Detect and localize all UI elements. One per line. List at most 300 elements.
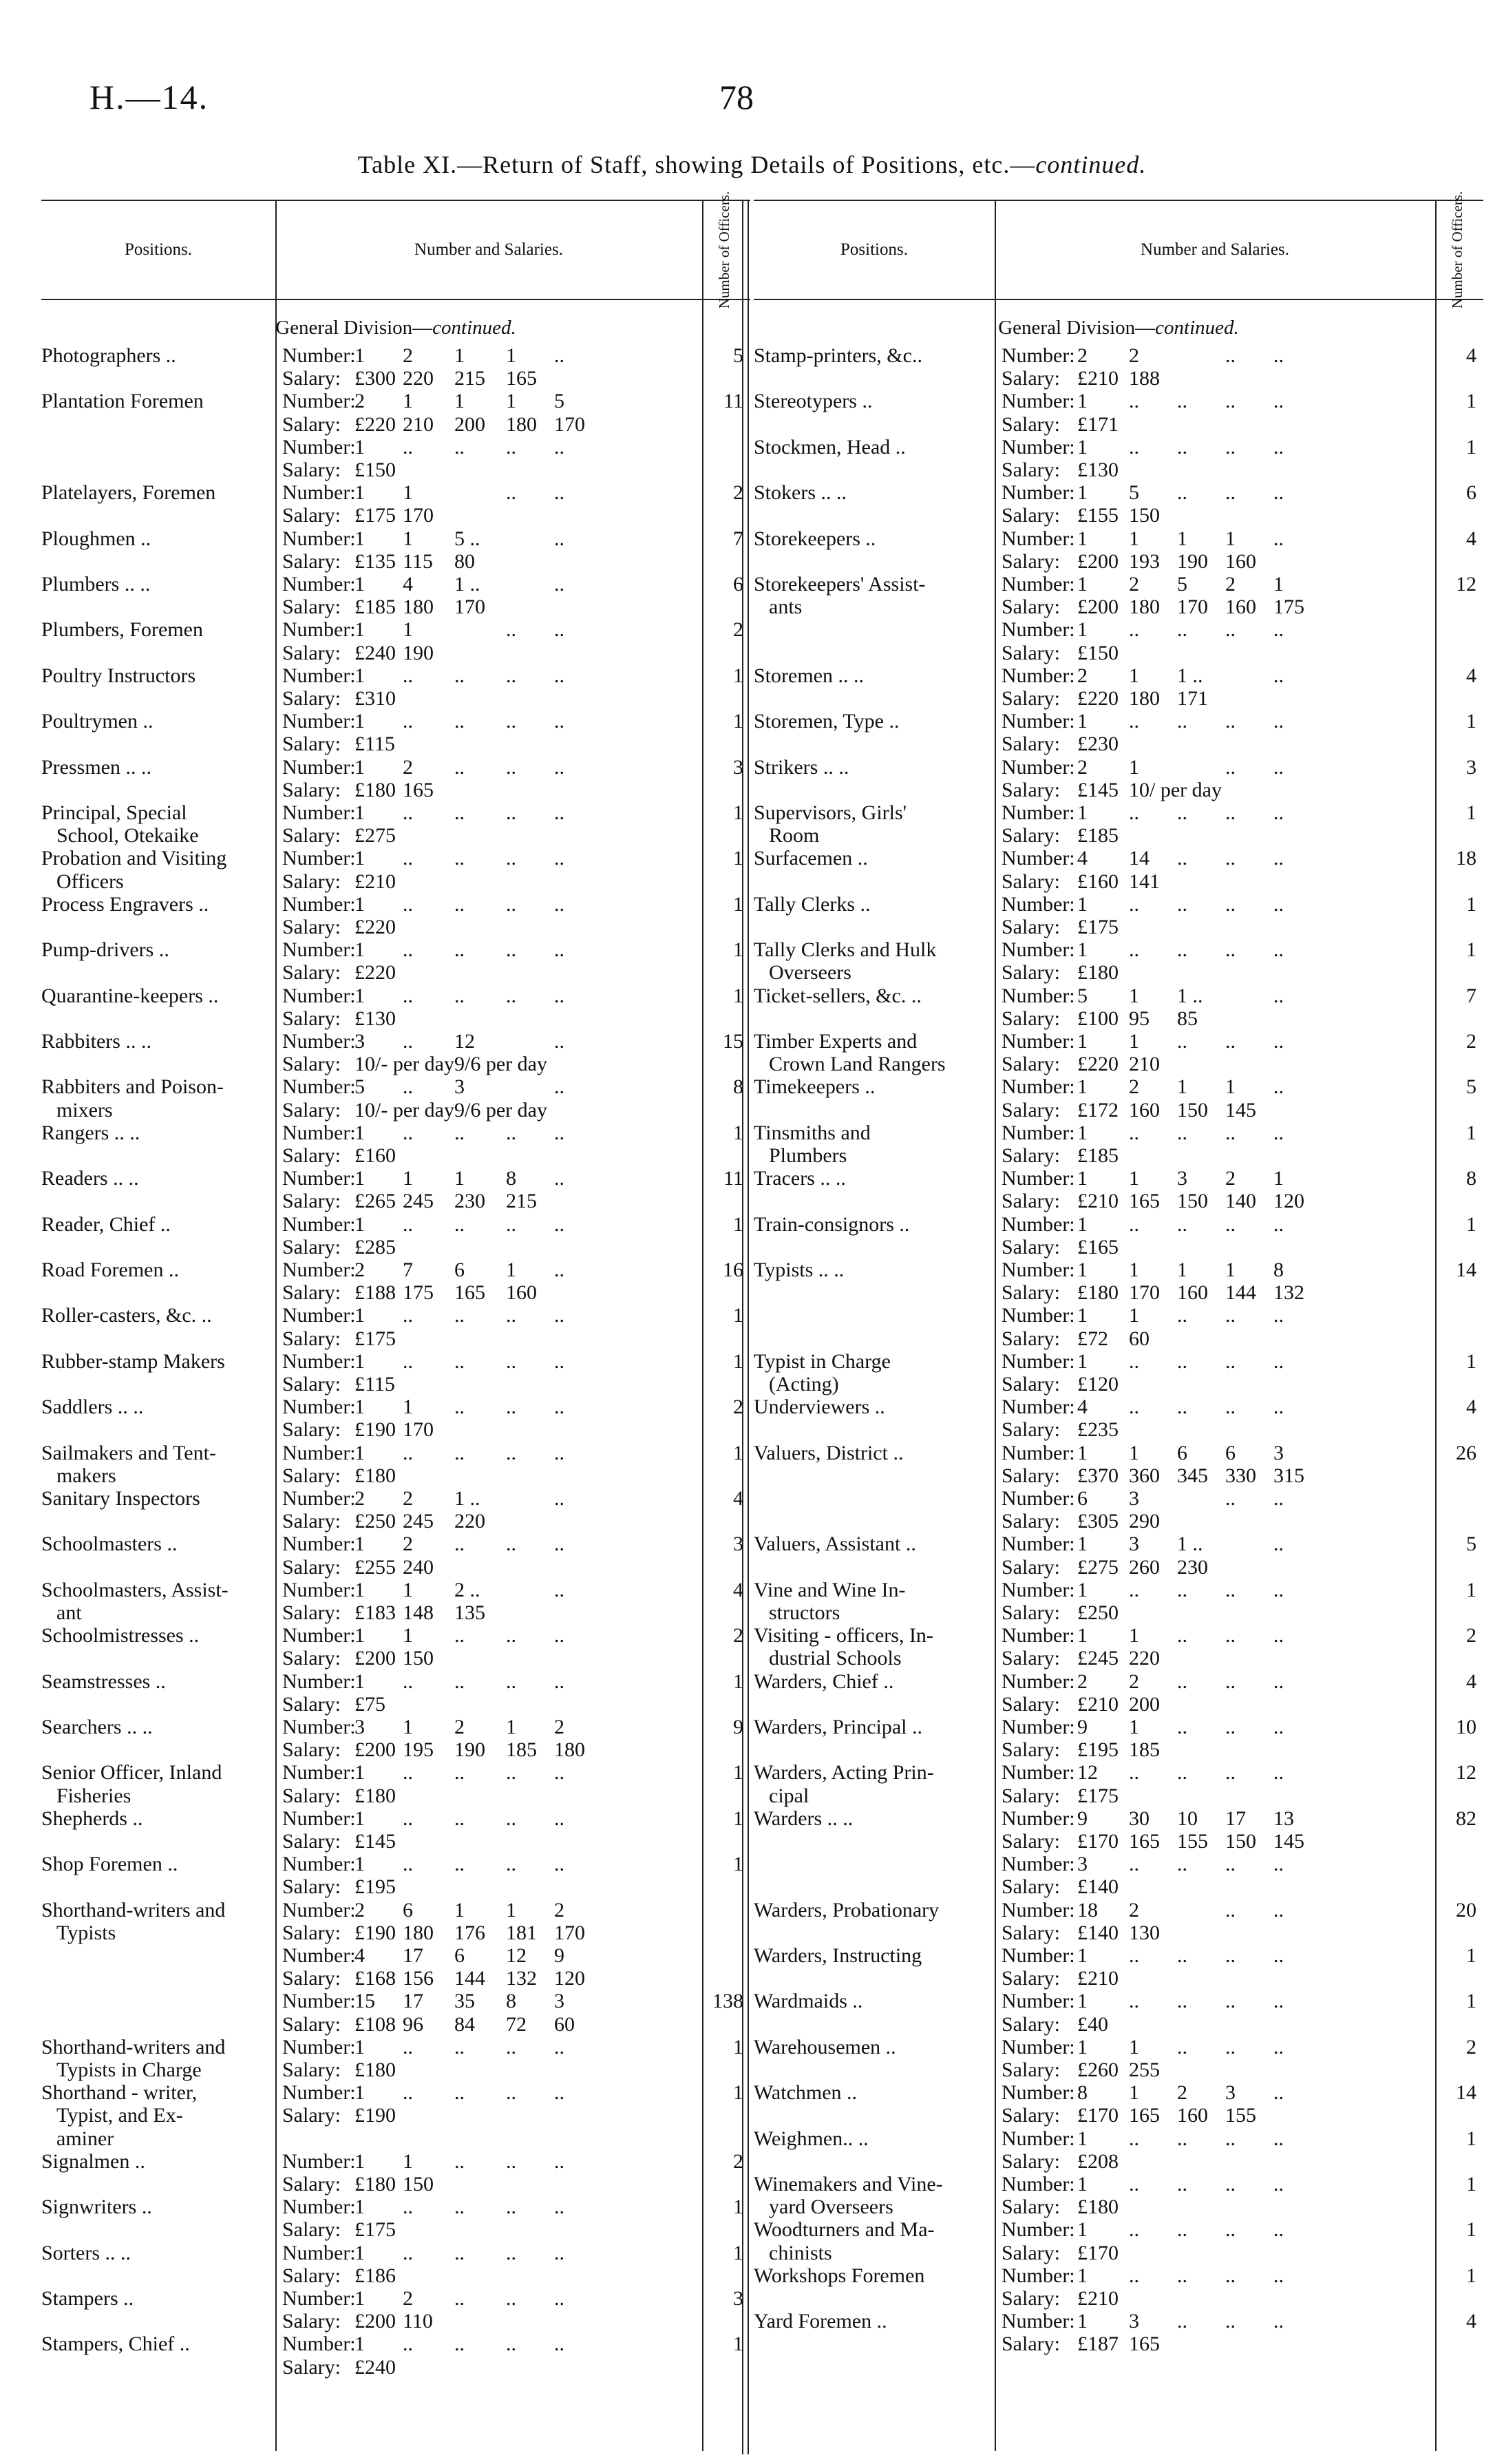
- row-value: ..: [506, 435, 516, 459]
- row-value: 1: [354, 527, 365, 550]
- position-entry: [754, 893, 1483, 938]
- row-label: Number:: [1002, 1349, 1075, 1373]
- row-value: ..: [1225, 801, 1236, 824]
- row-value: 3: [1273, 1441, 1284, 1464]
- row-value: ..: [1177, 2173, 1187, 2196]
- row-value: 3: [1225, 2081, 1236, 2105]
- row-label: Salary:: [1002, 1738, 1060, 1762]
- row-value: 1: [354, 755, 365, 779]
- position-entry: [754, 1670, 1483, 1716]
- row-value: 17: [403, 1990, 423, 2013]
- officer-count: 1: [733, 710, 743, 733]
- position-name: Rabbiters .. ..: [41, 1030, 151, 1053]
- row-label: Salary:: [1002, 686, 1060, 710]
- row-label: Number:: [1002, 1121, 1075, 1144]
- row-value: 345: [1177, 1464, 1208, 1487]
- officer-count: 7: [1466, 984, 1476, 1007]
- row-value: ..: [403, 938, 413, 962]
- row-value: 14: [1129, 847, 1150, 870]
- row-value: £188: [354, 1281, 396, 1305]
- row-value: 165: [1129, 1190, 1160, 1213]
- row-value: 2: [1129, 1075, 1139, 1099]
- row-value: £135: [354, 549, 396, 573]
- row-value: £100: [1077, 1007, 1119, 1030]
- row-value: 2: [454, 1716, 465, 1738]
- row-value: ..: [506, 1853, 516, 1876]
- position-name: Storekeepers ..: [754, 527, 876, 550]
- row-value: £200: [354, 1647, 396, 1670]
- row-value: 2: [354, 1898, 365, 1921]
- row-label: Number:: [282, 1898, 356, 1921]
- row-value: ..: [1273, 344, 1284, 367]
- row-value: £186: [354, 2264, 396, 2287]
- row-value: £200: [354, 2310, 396, 2333]
- section-title-main: General Division—: [998, 317, 1156, 339]
- row-value: ..: [1225, 1212, 1236, 1236]
- row-value: £170: [1077, 2241, 1119, 2264]
- row-value: 1: [403, 2149, 413, 2173]
- row-value: £145: [354, 1829, 396, 1853]
- row-label: Number:: [1002, 573, 1075, 596]
- row-value: 1: [1129, 755, 1139, 779]
- row-value: ..: [454, 2287, 465, 2310]
- row-value: ..: [1129, 1853, 1139, 1876]
- row-value: 1: [1129, 984, 1139, 1007]
- row-value: ..: [403, 2333, 413, 2356]
- row-value: 80: [454, 549, 475, 573]
- row-value: £171: [1077, 412, 1119, 436]
- row-value: ..: [554, 2287, 564, 2310]
- row-value: ..: [454, 801, 465, 824]
- row-value: 2: [1129, 1898, 1139, 1921]
- row-value: £72: [1077, 1327, 1108, 1350]
- officer-count: 1: [733, 801, 743, 824]
- row-value: 1: [403, 1396, 413, 1419]
- row-value: 8: [506, 1990, 516, 2013]
- row-value: £183: [354, 1601, 396, 1624]
- row-value: 130: [1129, 1921, 1160, 1944]
- row-value: 1: [354, 1533, 365, 1556]
- row-value: ..: [1273, 1578, 1284, 1601]
- row-label: Number:: [1002, 892, 1075, 916]
- row-value: 1: [1077, 390, 1088, 413]
- row-value: ..: [1273, 1396, 1284, 1419]
- row-value: 170: [1177, 596, 1208, 619]
- row-value: 6: [1225, 1441, 1236, 1464]
- row-value: 1: [354, 1349, 365, 1373]
- row-value: 60: [554, 2012, 575, 2036]
- position-entry: [41, 1167, 750, 1212]
- row-value: £175: [1077, 1784, 1119, 1807]
- row-value: £210: [1077, 1692, 1119, 1716]
- row-value: 9/6 per day: [454, 1098, 547, 1122]
- position-entry: [41, 710, 750, 755]
- row-label: Salary:: [282, 1098, 341, 1122]
- row-label: Number:: [282, 1761, 356, 1784]
- row-value: 190: [403, 641, 434, 664]
- row-value: 200: [1129, 1692, 1160, 1716]
- row-value: ..: [506, 710, 516, 733]
- row-value: 220: [403, 367, 434, 390]
- row-label: Number:: [282, 801, 356, 824]
- row-value: £180: [354, 1784, 396, 1807]
- row-value: 4: [1077, 847, 1088, 870]
- row-value: £180: [354, 1464, 396, 1487]
- row-value: ..: [403, 1121, 413, 1144]
- row-value: ..: [454, 1349, 465, 1373]
- row-value: 1: [354, 481, 365, 505]
- row-value: ..: [1273, 2127, 1284, 2150]
- officer-count: 1: [1466, 2173, 1476, 2196]
- officer-count: 1: [1466, 710, 1476, 733]
- row-value: 1: [354, 2241, 365, 2264]
- row-value: 2: [1077, 664, 1088, 687]
- position-name: Valuers, District ..: [754, 1441, 904, 1464]
- row-value: 1: [1129, 1259, 1139, 1281]
- position-name: Principal, Special: [41, 801, 187, 824]
- row-value: ..: [506, 1212, 516, 1236]
- row-value: 9: [554, 1944, 564, 1967]
- row-value: ..: [1273, 1121, 1284, 1144]
- row-value: 180: [506, 412, 537, 436]
- position-entry: [754, 1761, 1483, 1807]
- row-label: Salary:: [282, 1510, 341, 1533]
- position-entry: [41, 1075, 750, 1121]
- row-value: ..: [1225, 1898, 1236, 1921]
- row-value: 210: [403, 412, 434, 436]
- row-value: £160: [1077, 870, 1119, 893]
- position-entry: [41, 664, 750, 710]
- row-label: Number:: [282, 1716, 356, 1738]
- row-value: ..: [506, 2333, 516, 2356]
- row-label: Number:: [1002, 984, 1075, 1007]
- row-value: 3: [1129, 1533, 1139, 1556]
- row-value: 5: [554, 390, 564, 413]
- row-value: £75: [354, 1692, 385, 1716]
- row-value: ..: [1177, 1670, 1187, 1693]
- row-label: Number:: [282, 1212, 356, 1236]
- position-name: Typist, and Ex-: [56, 2104, 183, 2127]
- row-value: 1: [354, 2333, 365, 2356]
- position-entry: [41, 1761, 750, 1807]
- row-value: 132: [1273, 1281, 1304, 1305]
- position-entry: [754, 2264, 1483, 2310]
- row-value: £310: [354, 686, 396, 710]
- row-value: ..: [454, 2241, 465, 2264]
- row-value: 1: [403, 527, 413, 550]
- position-name: Visiting - officers, In-: [754, 1624, 933, 1647]
- row-value: 1: [1077, 435, 1088, 459]
- row-label: Number:: [1002, 618, 1075, 642]
- position-entry: [41, 2333, 750, 2378]
- position-entry: [754, 1442, 1483, 1533]
- position-entry: [754, 847, 1483, 892]
- row-label: Salary:: [1002, 1647, 1060, 1670]
- row-value: ..: [1225, 344, 1236, 367]
- officer-count: 1: [1466, 1212, 1476, 1236]
- row-label: Salary:: [1002, 1372, 1060, 1396]
- position-entry: [754, 1990, 1483, 2035]
- row-value: 4: [403, 573, 413, 596]
- row-label: Salary:: [282, 1967, 341, 1990]
- officer-count: 2: [733, 2149, 743, 2173]
- row-label: Salary:: [282, 2355, 341, 2379]
- position-name: Watchmen ..: [754, 2081, 858, 2105]
- position-name: Rangers .. ..: [41, 1121, 140, 1144]
- row-value: ..: [403, 1441, 413, 1464]
- row-value: ..: [554, 710, 564, 733]
- position-name: Poultry Instructors: [41, 664, 196, 687]
- row-label: Salary:: [1002, 2058, 1060, 2081]
- row-value: ..: [1225, 2310, 1236, 2333]
- row-value: £168: [354, 1967, 396, 1990]
- row-value: 315: [1273, 1464, 1304, 1487]
- row-value: ..: [1177, 710, 1187, 733]
- row-value: ..: [1129, 2127, 1139, 2150]
- row-value: £255: [354, 1555, 396, 1579]
- row-value: ..: [1177, 481, 1187, 505]
- row-value: ..: [1177, 2035, 1187, 2058]
- row-value: ..: [1225, 1396, 1236, 1419]
- row-value: £200: [1077, 596, 1119, 619]
- header-officers: [1437, 191, 1478, 309]
- row-value: 2: [354, 390, 365, 413]
- row-value: ..: [1177, 435, 1187, 459]
- row-value: 1: [354, 2149, 365, 2173]
- header-numbers-salaries: Number and Salaries.: [414, 240, 563, 259]
- row-label: Number:: [1002, 1853, 1075, 1876]
- row-value: ..: [506, 1807, 516, 1830]
- row-value: ..: [1225, 1853, 1236, 1876]
- row-value: ..: [1177, 1349, 1187, 1373]
- row-value: ..: [554, 1487, 564, 1510]
- row-value: £155: [1077, 504, 1119, 527]
- row-value: ..: [403, 1349, 413, 1373]
- row-value: 1: [354, 1807, 365, 1830]
- row-value: 156: [403, 1967, 434, 1990]
- row-value: 165: [454, 1281, 485, 1305]
- row-value: 220: [1129, 1647, 1160, 1670]
- row-label: Salary:: [1002, 1235, 1060, 1259]
- position-entry: [41, 573, 750, 618]
- row-value: 1: [1129, 1441, 1139, 1464]
- row-value: ..: [554, 801, 564, 824]
- position-name: Reader, Chief ..: [41, 1212, 171, 1236]
- position-name: Sorters .. ..: [41, 2241, 131, 2264]
- row-value: 190: [1177, 549, 1208, 573]
- row-label: Number:: [1002, 710, 1075, 733]
- row-value: ..: [1225, 1624, 1236, 1647]
- row-value: £210: [1077, 1967, 1119, 1990]
- position-entry: [754, 1944, 1483, 1990]
- row-value: ..: [1225, 892, 1236, 916]
- row-value: ..: [554, 892, 564, 916]
- position-name: Tally Clerks ..: [754, 892, 871, 916]
- row-value: 181: [506, 1921, 537, 1944]
- row-value: 160: [1129, 1098, 1160, 1122]
- row-label: Salary:: [282, 870, 341, 893]
- row-value: ..: [1273, 435, 1284, 459]
- row-value: ..: [1177, 1624, 1187, 1647]
- row-value: £40: [1077, 2012, 1108, 2036]
- row-label: Salary:: [1002, 1921, 1060, 1944]
- row-value: ..: [1129, 801, 1139, 824]
- row-value: 4: [354, 1944, 365, 1967]
- position-name: Shorthand - writer,: [41, 2081, 198, 2105]
- row-label: Number:: [282, 1030, 356, 1053]
- row-value: ..: [1225, 1121, 1236, 1144]
- row-value: ..: [1225, 938, 1236, 962]
- row-value: 175: [403, 1281, 434, 1305]
- position-entry: [41, 1533, 750, 1578]
- position-name: Tinsmiths and: [754, 1121, 871, 1144]
- row-value: £235: [1077, 1418, 1119, 1442]
- officer-count: 1: [733, 1349, 743, 1373]
- row-value: £220: [354, 961, 396, 984]
- row-value: 6: [454, 1259, 465, 1281]
- row-value: ..: [1177, 2127, 1187, 2150]
- row-value: 171: [1177, 686, 1208, 710]
- row-value: 3: [1129, 2310, 1139, 2333]
- position-name: Typist in Charge: [754, 1349, 891, 1373]
- row-value: ..: [1273, 1624, 1284, 1647]
- position-name: Sanitary Inspectors: [41, 1487, 200, 1510]
- row-value: 165: [403, 778, 434, 801]
- position-name: Officers: [56, 870, 124, 893]
- row-value: 1: [1129, 527, 1139, 550]
- row-label: Number:: [282, 1807, 356, 1830]
- row-value: ..: [1273, 1670, 1284, 1693]
- position-entry: [41, 1304, 750, 1349]
- row-value: 1: [1077, 892, 1088, 916]
- row-label: Number:: [1002, 1990, 1075, 2013]
- row-value: ..: [554, 481, 564, 505]
- position-name: Surfacemen ..: [754, 847, 868, 870]
- officer-count: 20: [1456, 1898, 1476, 1921]
- row-value: 210: [1129, 1053, 1160, 1076]
- row-value: 144: [1225, 1281, 1256, 1305]
- position-entry: [41, 2150, 750, 2196]
- row-value: ..: [1129, 2218, 1139, 2242]
- row-value: £130: [1077, 458, 1119, 481]
- row-value: 1: [354, 618, 365, 642]
- row-value: 200: [454, 412, 485, 436]
- officer-count: 1: [1466, 892, 1476, 916]
- row-value: 84: [454, 2012, 475, 2036]
- row-label: Salary:: [282, 915, 341, 938]
- row-value: 1: [1077, 1121, 1088, 1144]
- header-officers-label: Number of Officers.: [716, 191, 733, 309]
- row-value: ..: [1177, 1030, 1187, 1053]
- officer-count: 2: [1466, 2035, 1476, 2058]
- officer-count: 1: [1466, 1990, 1476, 2013]
- officer-count: 16: [723, 1259, 743, 1281]
- row-label: Number:: [1002, 1441, 1075, 1464]
- row-value: 1: [1077, 2218, 1088, 2242]
- row-label: Salary:: [1002, 824, 1060, 847]
- row-value: ..: [403, 1075, 413, 1099]
- row-value: ..: [506, 2081, 516, 2105]
- officer-count: 1: [733, 1212, 743, 1236]
- officer-count: 12: [1456, 573, 1476, 596]
- position-name: Quarantine-keepers ..: [41, 984, 219, 1007]
- position-entry: [754, 344, 1483, 390]
- row-value: ..: [1129, 390, 1139, 413]
- row-value: 6: [403, 1898, 413, 1921]
- row-label: Salary:: [1002, 1098, 1060, 1122]
- position-name: Poultrymen ..: [41, 710, 153, 733]
- position-entry: [754, 756, 1483, 801]
- row-value: 1: [1077, 1441, 1088, 1464]
- row-value: ..: [454, 1441, 465, 1464]
- row-value: 220: [454, 1510, 485, 1533]
- row-value: 2: [1129, 344, 1139, 367]
- officer-count: 1: [1466, 1944, 1476, 1967]
- row-value: 180: [403, 1921, 434, 1944]
- officer-count: 1: [733, 2333, 743, 2356]
- row-label: Salary:: [1002, 641, 1060, 664]
- row-value: £195: [1077, 1738, 1119, 1762]
- row-value: 85: [1177, 1007, 1198, 1030]
- row-value: ..: [1273, 1533, 1284, 1556]
- row-value: 230: [1177, 1555, 1208, 1579]
- row-value: 1: [506, 1716, 516, 1738]
- row-value: ..: [1225, 1670, 1236, 1693]
- row-value: ..: [1225, 1944, 1236, 1967]
- row-value: 2: [403, 2287, 413, 2310]
- position-name: Sailmakers and Tent-: [41, 1441, 216, 1464]
- row-value: 3: [1177, 1167, 1187, 1190]
- row-value: ..: [1225, 710, 1236, 733]
- row-label: Salary:: [282, 733, 341, 756]
- position-name: Stokers .. ..: [754, 481, 847, 505]
- row-value: 3: [1129, 1486, 1139, 1510]
- row-value: ..: [1177, 1944, 1187, 1967]
- row-value: £210: [1077, 367, 1119, 390]
- row-label: Number:: [1002, 1212, 1075, 1236]
- row-label: Salary:: [1002, 1144, 1060, 1167]
- row-value: £115: [354, 1372, 395, 1396]
- section-title-suffix: continued.: [1155, 317, 1239, 339]
- row-value: ..: [554, 1578, 564, 1601]
- row-value: ..: [1225, 618, 1236, 642]
- row-value: £208: [1077, 2149, 1119, 2173]
- row-label: Salary:: [1002, 961, 1060, 984]
- row-value: 1: [354, 1578, 365, 1601]
- row-value: 8: [1273, 1259, 1284, 1281]
- row-label: Number:: [1002, 938, 1075, 962]
- row-label: Number:: [1002, 801, 1075, 824]
- row-label: Salary:: [1002, 1967, 1060, 1990]
- row-value: £170: [1077, 2104, 1119, 2127]
- row-value: ..: [403, 664, 413, 687]
- row-value: ..: [1129, 710, 1139, 733]
- row-label: Salary:: [1002, 458, 1060, 481]
- position-name: Plantation Foremen: [41, 390, 204, 413]
- row-value: £140: [1077, 1875, 1119, 1899]
- row-value: £140: [1077, 1921, 1119, 1944]
- row-value: ..: [454, 755, 465, 779]
- row-value: ..: [403, 2035, 413, 2058]
- row-value: ..: [1129, 1990, 1139, 2013]
- position-entry: [754, 2310, 1483, 2355]
- row-value: 2: [554, 1898, 564, 1921]
- position-name: Stamp-printers, &c..: [754, 344, 922, 367]
- row-value: ..: [403, 1212, 413, 1236]
- row-label: Salary:: [282, 1692, 341, 1716]
- position-entry: [754, 1213, 1483, 1259]
- row-value: £160: [354, 1144, 396, 1167]
